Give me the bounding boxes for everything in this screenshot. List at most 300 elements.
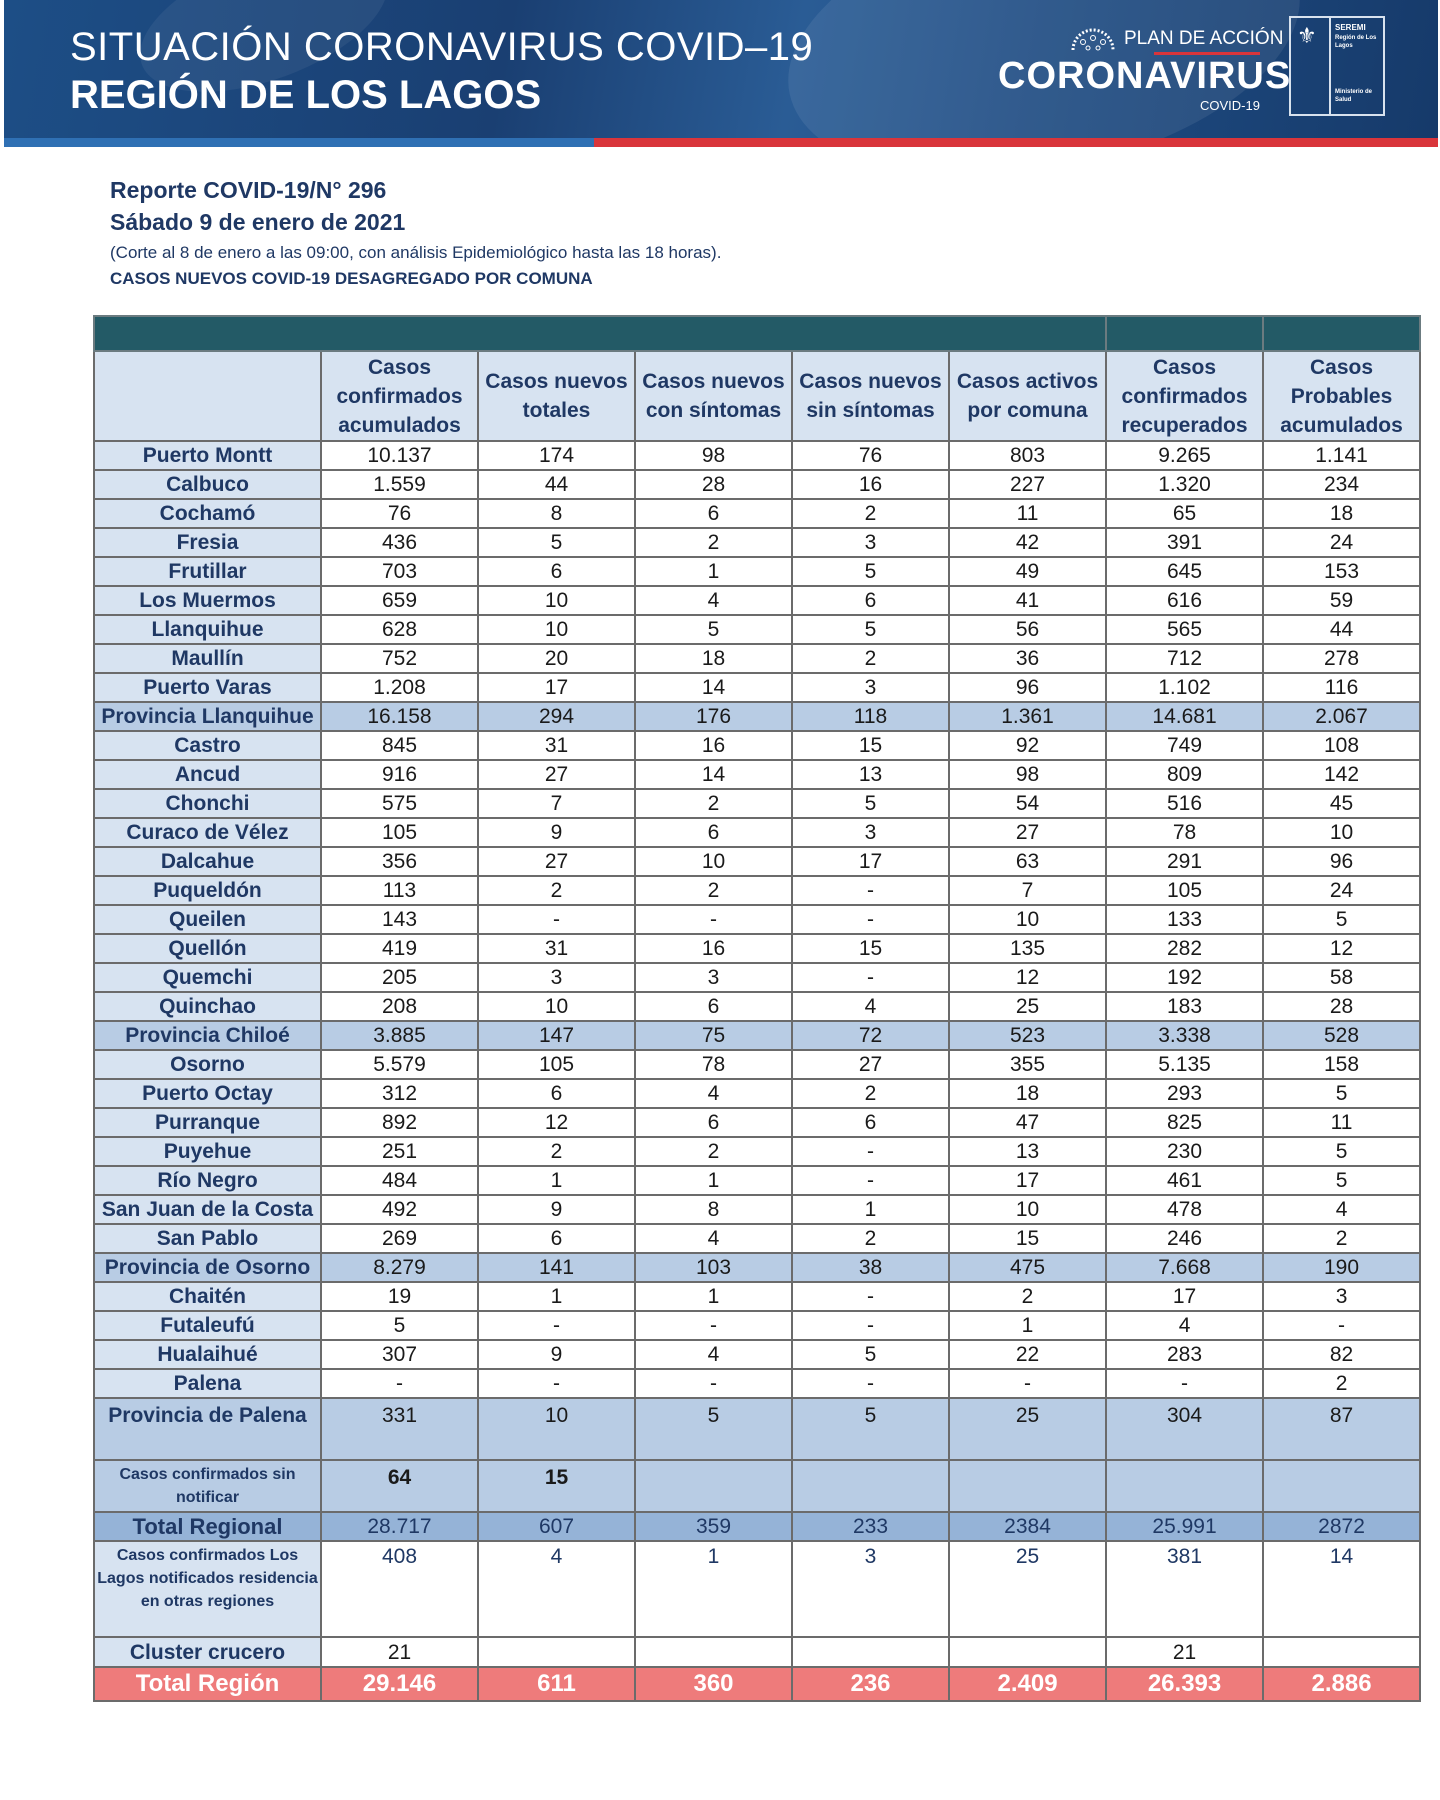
cell-value: 28 bbox=[1263, 992, 1420, 1021]
cell-value: - bbox=[635, 1369, 792, 1398]
cell-value: 16 bbox=[635, 731, 792, 760]
row-label: Casos confirmados sin notificar bbox=[94, 1460, 321, 1512]
cell-value: 105 bbox=[478, 1050, 635, 1079]
table-row-comuna bbox=[94, 1195, 1420, 1224]
cell-value: 6 bbox=[635, 1108, 792, 1137]
cell-value: 103 bbox=[635, 1253, 792, 1282]
cell-value: 11 bbox=[949, 499, 1106, 528]
row-label: Curaco de Vélez bbox=[94, 818, 321, 847]
cell-value: 2 bbox=[1263, 1224, 1420, 1253]
banner-subtitle: REGIÓN DE LOS LAGOS bbox=[70, 73, 542, 117]
cell-value: 1 bbox=[478, 1282, 635, 1311]
cell-value: 304 bbox=[1106, 1398, 1263, 1460]
cell-value: 21 bbox=[321, 1637, 478, 1667]
cell-value: 113 bbox=[321, 876, 478, 905]
cell-value bbox=[1263, 1460, 1420, 1512]
table-row-provincia bbox=[94, 1398, 1420, 1460]
table-row-comuna bbox=[94, 644, 1420, 673]
table-row-comuna bbox=[94, 905, 1420, 934]
cell-value: 2 bbox=[792, 1224, 949, 1253]
cell-value: 24 bbox=[1263, 876, 1420, 905]
cell-value: 6 bbox=[635, 818, 792, 847]
cell-value: 2384 bbox=[949, 1512, 1106, 1541]
cell-value: 10 bbox=[478, 615, 635, 644]
cell-value: 6 bbox=[792, 586, 949, 615]
table-row-comuna bbox=[94, 1108, 1420, 1137]
cell-value: 158 bbox=[1263, 1050, 1420, 1079]
cell-value: 356 bbox=[321, 847, 478, 876]
table-row-comuna bbox=[94, 963, 1420, 992]
cell-value: 87 bbox=[1263, 1398, 1420, 1460]
column-header: Casos nuevos con síntomas bbox=[635, 351, 792, 441]
cell-value: 461 bbox=[1106, 1166, 1263, 1195]
column-header: Casos activos por comuna bbox=[949, 351, 1106, 441]
cell-value: 436 bbox=[321, 528, 478, 557]
cell-value: 616 bbox=[1106, 586, 1263, 615]
cell-value: 19 bbox=[321, 1282, 478, 1311]
plan-label: PLAN DE ACCIÓN bbox=[1124, 28, 1284, 49]
cell-value: 2 bbox=[478, 876, 635, 905]
cell-value: 38 bbox=[792, 1253, 949, 1282]
cell-value: 236 bbox=[792, 1667, 949, 1701]
table-row-comuna bbox=[94, 1137, 1420, 1166]
table-row-comuna bbox=[94, 876, 1420, 905]
cell-value: 6 bbox=[478, 1079, 635, 1108]
row-label: Río Negro bbox=[94, 1166, 321, 1195]
table-row-comuna bbox=[94, 1050, 1420, 1079]
cell-value: 10 bbox=[949, 1195, 1106, 1224]
cell-value bbox=[1106, 1460, 1263, 1512]
cell-value: 25 bbox=[949, 1541, 1106, 1637]
row-label: Osorno bbox=[94, 1050, 321, 1079]
cell-value: 36 bbox=[949, 644, 1106, 673]
row-label: Quellón bbox=[94, 934, 321, 963]
cell-value: 63 bbox=[949, 847, 1106, 876]
table-row-comuna bbox=[94, 731, 1420, 760]
table-row-comuna bbox=[94, 441, 1420, 470]
table-row-provincia bbox=[94, 1021, 1420, 1050]
cell-value: 24 bbox=[1263, 528, 1420, 557]
cell-value: 133 bbox=[1106, 905, 1263, 934]
cell-value: 712 bbox=[1106, 644, 1263, 673]
cell-value: 17 bbox=[478, 673, 635, 702]
cell-value bbox=[478, 1637, 635, 1667]
cell-value: 5 bbox=[478, 528, 635, 557]
virus-logo-icon bbox=[1068, 22, 1118, 52]
cell-value: 2 bbox=[635, 876, 792, 905]
cell-value: 6 bbox=[478, 557, 635, 586]
cell-value: 391 bbox=[1106, 528, 1263, 557]
cell-value: 96 bbox=[949, 673, 1106, 702]
cell-value: 27 bbox=[478, 847, 635, 876]
cell-value: 58 bbox=[1263, 963, 1420, 992]
cell-value: 5 bbox=[321, 1311, 478, 1340]
cell-value: 16 bbox=[635, 934, 792, 963]
cell-value: 65 bbox=[1106, 499, 1263, 528]
report-note: (Corte al 8 de enero a las 09:00, con análisis Epidemiológico hasta las 18 horas). bbox=[110, 243, 722, 262]
cell-value: 7 bbox=[949, 876, 1106, 905]
cell-value: 16 bbox=[792, 470, 949, 499]
seremi-text: SEREMI bbox=[1335, 23, 1366, 32]
cell-value: 13 bbox=[949, 1137, 1106, 1166]
cell-value: 331 bbox=[321, 1398, 478, 1460]
cell-value: 4 bbox=[635, 586, 792, 615]
table-row-comuna bbox=[94, 1166, 1420, 1195]
cell-value: - bbox=[1106, 1369, 1263, 1398]
cell-value: 47 bbox=[949, 1108, 1106, 1137]
cell-value: 6 bbox=[478, 1224, 635, 1253]
cell-value: - bbox=[635, 905, 792, 934]
cell-value: 12 bbox=[478, 1108, 635, 1137]
cell-value: 1.208 bbox=[321, 673, 478, 702]
cell-value: 6 bbox=[635, 499, 792, 528]
cell-value: 5 bbox=[792, 789, 949, 818]
cell-value: - bbox=[478, 1311, 635, 1340]
cell-value: 105 bbox=[321, 818, 478, 847]
coat-of-arms-icon: ⚜ bbox=[1297, 23, 1317, 48]
cell-value: 2 bbox=[635, 528, 792, 557]
cell-value: - bbox=[792, 1311, 949, 1340]
row-label: Puerto Montt bbox=[94, 441, 321, 470]
cell-value: 18 bbox=[949, 1079, 1106, 1108]
cell-value: 230 bbox=[1106, 1137, 1263, 1166]
row-label: Ancud bbox=[94, 760, 321, 789]
cell-value: 7 bbox=[478, 789, 635, 818]
cell-value: 4 bbox=[1106, 1311, 1263, 1340]
cell-value: 12 bbox=[949, 963, 1106, 992]
row-label: Puerto Octay bbox=[94, 1079, 321, 1108]
cell-value: 22 bbox=[949, 1340, 1106, 1369]
row-label: Queilen bbox=[94, 905, 321, 934]
cell-value: 14 bbox=[635, 673, 792, 702]
cell-value: 3 bbox=[792, 673, 949, 702]
cell-value: 312 bbox=[321, 1079, 478, 1108]
cell-value: 1 bbox=[792, 1195, 949, 1224]
cell-value bbox=[1263, 1637, 1420, 1667]
cell-value: 294 bbox=[478, 702, 635, 731]
cell-value: 153 bbox=[1263, 557, 1420, 586]
cell-value: 7.668 bbox=[1106, 1253, 1263, 1282]
row-label: Castro bbox=[94, 731, 321, 760]
cell-value: 5 bbox=[1263, 1166, 1420, 1195]
cell-value: 2 bbox=[635, 1137, 792, 1166]
cell-value: 190 bbox=[1263, 1253, 1420, 1282]
row-label: Chonchi bbox=[94, 789, 321, 818]
cell-value: 143 bbox=[321, 905, 478, 934]
table-row-comuna bbox=[94, 992, 1420, 1021]
cell-value bbox=[635, 1460, 792, 1512]
cell-value: - bbox=[792, 1137, 949, 1166]
table-row-total-region bbox=[94, 1667, 1420, 1701]
banner-title: SITUACIÓN CORONAVIRUS COVID–19 bbox=[70, 25, 814, 69]
row-label: Quemchi bbox=[94, 963, 321, 992]
row-label: Puqueldón bbox=[94, 876, 321, 905]
cell-value: 809 bbox=[1106, 760, 1263, 789]
cell-value: 5 bbox=[792, 557, 949, 586]
cell-value bbox=[635, 1637, 792, 1667]
cell-value: - bbox=[792, 905, 949, 934]
cell-value: 749 bbox=[1106, 731, 1263, 760]
table-row-comuna bbox=[94, 789, 1420, 818]
cell-value: 14 bbox=[635, 760, 792, 789]
cell-value: 359 bbox=[635, 1512, 792, 1541]
cell-value: 355 bbox=[949, 1050, 1106, 1079]
cell-value: 31 bbox=[478, 731, 635, 760]
table-row-comuna bbox=[94, 1224, 1420, 1253]
cell-value: 4 bbox=[635, 1079, 792, 1108]
cell-value: 5 bbox=[1263, 1137, 1420, 1166]
cell-value: 12 bbox=[1263, 934, 1420, 963]
header-banner bbox=[4, 0, 1438, 138]
cell-value: 251 bbox=[321, 1137, 478, 1166]
table-row-comuna bbox=[94, 499, 1420, 528]
cell-value: 17 bbox=[949, 1166, 1106, 1195]
cell-value: 2 bbox=[792, 499, 949, 528]
row-label: Maullín bbox=[94, 644, 321, 673]
cell-value: - bbox=[792, 1166, 949, 1195]
row-label: San Pablo bbox=[94, 1224, 321, 1253]
cell-value: 92 bbox=[949, 731, 1106, 760]
cell-value: 17 bbox=[792, 847, 949, 876]
cell-value: 5 bbox=[792, 615, 949, 644]
cell-value: 29.146 bbox=[321, 1667, 478, 1701]
table-row-cluster-crucero bbox=[94, 1637, 1420, 1667]
banner-stripe bbox=[4, 138, 1438, 147]
cell-value: 18 bbox=[1263, 499, 1420, 528]
cell-value: 4 bbox=[635, 1340, 792, 1369]
cell-value: 21 bbox=[1106, 1637, 1263, 1667]
cell-value: 28 bbox=[635, 470, 792, 499]
cell-value: 4 bbox=[1263, 1195, 1420, 1224]
seremi-label bbox=[1335, 23, 1383, 50]
cell-value: 25 bbox=[949, 992, 1106, 1021]
report-date: Sábado 9 de enero de 2021 bbox=[110, 209, 406, 235]
table-header-row bbox=[94, 351, 1420, 441]
cell-value: 147 bbox=[478, 1021, 635, 1050]
cell-value: 13 bbox=[792, 760, 949, 789]
row-label: Los Muermos bbox=[94, 586, 321, 615]
cell-value: 916 bbox=[321, 760, 478, 789]
cell-value: 8.279 bbox=[321, 1253, 478, 1282]
row-label: Hualaihué bbox=[94, 1340, 321, 1369]
row-label: Llanquihue bbox=[94, 615, 321, 644]
cell-value: 10 bbox=[1263, 818, 1420, 847]
row-label: Calbuco bbox=[94, 470, 321, 499]
cell-value: 1.102 bbox=[1106, 673, 1263, 702]
cell-value: 205 bbox=[321, 963, 478, 992]
cell-value: 1.320 bbox=[1106, 470, 1263, 499]
table-row-comuna bbox=[94, 818, 1420, 847]
row-label: Purranque bbox=[94, 1108, 321, 1137]
cell-value: 628 bbox=[321, 615, 478, 644]
cell-value: 5 bbox=[635, 1398, 792, 1460]
cell-value: 3 bbox=[1263, 1282, 1420, 1311]
cell-value: 752 bbox=[321, 644, 478, 673]
cell-value: - bbox=[635, 1311, 792, 1340]
table-row-comuna bbox=[94, 760, 1420, 789]
cell-value: 105 bbox=[1106, 876, 1263, 905]
cell-value: 44 bbox=[478, 470, 635, 499]
table-row-comuna bbox=[94, 1282, 1420, 1311]
cell-value: 803 bbox=[949, 441, 1106, 470]
cell-value: 5 bbox=[792, 1398, 949, 1460]
cell-value: 9.265 bbox=[1106, 441, 1263, 470]
row-label: Provincia de Osorno bbox=[94, 1253, 321, 1282]
cell-value: 141 bbox=[478, 1253, 635, 1282]
cell-value: 246 bbox=[1106, 1224, 1263, 1253]
cell-value: - bbox=[478, 905, 635, 934]
cell-value: 54 bbox=[949, 789, 1106, 818]
cell-value: 192 bbox=[1106, 963, 1263, 992]
table-row-sin-notificar bbox=[94, 1460, 1420, 1512]
cell-value: 2 bbox=[1263, 1369, 1420, 1398]
cell-value: 565 bbox=[1106, 615, 1263, 644]
cell-value: 2 bbox=[792, 1079, 949, 1108]
cell-value: 10 bbox=[635, 847, 792, 876]
cell-value: 17 bbox=[1106, 1282, 1263, 1311]
row-label: Frutillar bbox=[94, 557, 321, 586]
cell-value: 41 bbox=[949, 586, 1106, 615]
table-row-comuna bbox=[94, 1079, 1420, 1108]
row-label: Futaleufú bbox=[94, 1311, 321, 1340]
table-row-comuna bbox=[94, 557, 1420, 586]
cell-value: 3.338 bbox=[1106, 1021, 1263, 1050]
cell-value: 227 bbox=[949, 470, 1106, 499]
cell-value: 5.579 bbox=[321, 1050, 478, 1079]
cell-value: 360 bbox=[635, 1667, 792, 1701]
cell-value: 5.135 bbox=[1106, 1050, 1263, 1079]
column-header: Casos confirmados recuperados bbox=[1106, 351, 1263, 441]
table-row-comuna bbox=[94, 1311, 1420, 1340]
cell-value: 1.361 bbox=[949, 702, 1106, 731]
cell-value: 291 bbox=[1106, 847, 1263, 876]
cell-value: 6 bbox=[635, 992, 792, 1021]
cell-value: 516 bbox=[1106, 789, 1263, 818]
cell-value: 64 bbox=[321, 1460, 478, 1512]
cell-value: 15 bbox=[792, 731, 949, 760]
table-row-provincia bbox=[94, 702, 1420, 731]
cell-value: 645 bbox=[1106, 557, 1263, 586]
cell-value: 575 bbox=[321, 789, 478, 818]
cell-value: 2 bbox=[478, 1137, 635, 1166]
cell-value: 10 bbox=[478, 1398, 635, 1460]
row-label: Casos confirmados Los Lagos notificados residencia en otras regiones bbox=[94, 1541, 321, 1637]
cell-value: 10 bbox=[949, 905, 1106, 934]
cell-value: 307 bbox=[321, 1340, 478, 1369]
cell-value: 27 bbox=[792, 1050, 949, 1079]
cell-value: 484 bbox=[321, 1166, 478, 1195]
cell-value: 283 bbox=[1106, 1340, 1263, 1369]
cell-value: 27 bbox=[949, 818, 1106, 847]
cell-value: 25 bbox=[949, 1398, 1106, 1460]
row-label: Total Regional bbox=[94, 1512, 321, 1541]
cell-value: 42 bbox=[949, 528, 1106, 557]
cell-value: 15 bbox=[478, 1460, 635, 1512]
table-row-comuna bbox=[94, 615, 1420, 644]
cell-value: 4 bbox=[478, 1541, 635, 1637]
cell-value: 2.886 bbox=[1263, 1667, 1420, 1701]
table-row-comuna bbox=[94, 673, 1420, 702]
cell-value: 3 bbox=[792, 1541, 949, 1637]
brand-subtitle: COVID-19 bbox=[1200, 98, 1260, 113]
table-row-total-regional bbox=[94, 1512, 1420, 1541]
row-label: Palena bbox=[94, 1369, 321, 1398]
table-row-comuna bbox=[94, 586, 1420, 615]
cell-value: 176 bbox=[635, 702, 792, 731]
cell-value: 408 bbox=[321, 1541, 478, 1637]
row-label: Provincia Llanquihue bbox=[94, 702, 321, 731]
cell-value: 278 bbox=[1263, 644, 1420, 673]
cell-value: 2 bbox=[792, 644, 949, 673]
cell-value: 4 bbox=[792, 992, 949, 1021]
cell-value: - bbox=[792, 1282, 949, 1311]
cell-value bbox=[792, 1637, 949, 1667]
cell-value: 2.409 bbox=[949, 1667, 1106, 1701]
cell-value: 75 bbox=[635, 1021, 792, 1050]
cell-value: - bbox=[792, 876, 949, 905]
cell-value: 78 bbox=[635, 1050, 792, 1079]
cell-value: 9 bbox=[478, 818, 635, 847]
row-label: Provincia Chiloé bbox=[94, 1021, 321, 1050]
cell-value: 9 bbox=[478, 1195, 635, 1224]
cell-value: 208 bbox=[321, 992, 478, 1021]
cell-value: 3 bbox=[635, 963, 792, 992]
cell-value: 72 bbox=[792, 1021, 949, 1050]
header-blank bbox=[94, 351, 321, 441]
cell-value: 5 bbox=[635, 615, 792, 644]
cell-value bbox=[949, 1637, 1106, 1667]
column-header: Casos nuevos totales bbox=[478, 351, 635, 441]
cell-value: 14.681 bbox=[1106, 702, 1263, 731]
cell-value: 118 bbox=[792, 702, 949, 731]
cell-value: 2 bbox=[949, 1282, 1106, 1311]
cell-value: 27 bbox=[478, 760, 635, 789]
cell-value: 1 bbox=[635, 557, 792, 586]
cell-value: 142 bbox=[1263, 760, 1420, 789]
cell-value: 25.991 bbox=[1106, 1512, 1263, 1541]
table-top-band bbox=[94, 316, 1420, 351]
cell-value: 233 bbox=[792, 1512, 949, 1541]
row-label: Puerto Varas bbox=[94, 673, 321, 702]
cell-value: 135 bbox=[949, 934, 1106, 963]
cell-value: - bbox=[321, 1369, 478, 1398]
table-row-comuna bbox=[94, 1340, 1420, 1369]
row-label: San Juan de la Costa bbox=[94, 1195, 321, 1224]
cell-value bbox=[792, 1460, 949, 1512]
cell-value: - bbox=[792, 1369, 949, 1398]
cell-value: 1 bbox=[478, 1166, 635, 1195]
column-header: Casos nuevos sin síntomas bbox=[792, 351, 949, 441]
cell-value: 15 bbox=[792, 934, 949, 963]
cell-value: 98 bbox=[949, 760, 1106, 789]
table-row-comuna bbox=[94, 847, 1420, 876]
row-label: Provincia de Palena bbox=[94, 1398, 321, 1460]
cell-value: - bbox=[1263, 1311, 1420, 1340]
table-row-provincia bbox=[94, 1253, 1420, 1282]
cell-value: 56 bbox=[949, 615, 1106, 644]
cell-value: 282 bbox=[1106, 934, 1263, 963]
cell-value: 8 bbox=[635, 1195, 792, 1224]
cell-value: 607 bbox=[478, 1512, 635, 1541]
row-label: Cluster crucero bbox=[94, 1637, 321, 1667]
cell-value: 381 bbox=[1106, 1541, 1263, 1637]
cell-value: 59 bbox=[1263, 586, 1420, 615]
cell-value: 6 bbox=[792, 1108, 949, 1137]
cell-value: 82 bbox=[1263, 1340, 1420, 1369]
cell-value: 845 bbox=[321, 731, 478, 760]
table-row-comuna bbox=[94, 934, 1420, 963]
cell-value: - bbox=[792, 963, 949, 992]
